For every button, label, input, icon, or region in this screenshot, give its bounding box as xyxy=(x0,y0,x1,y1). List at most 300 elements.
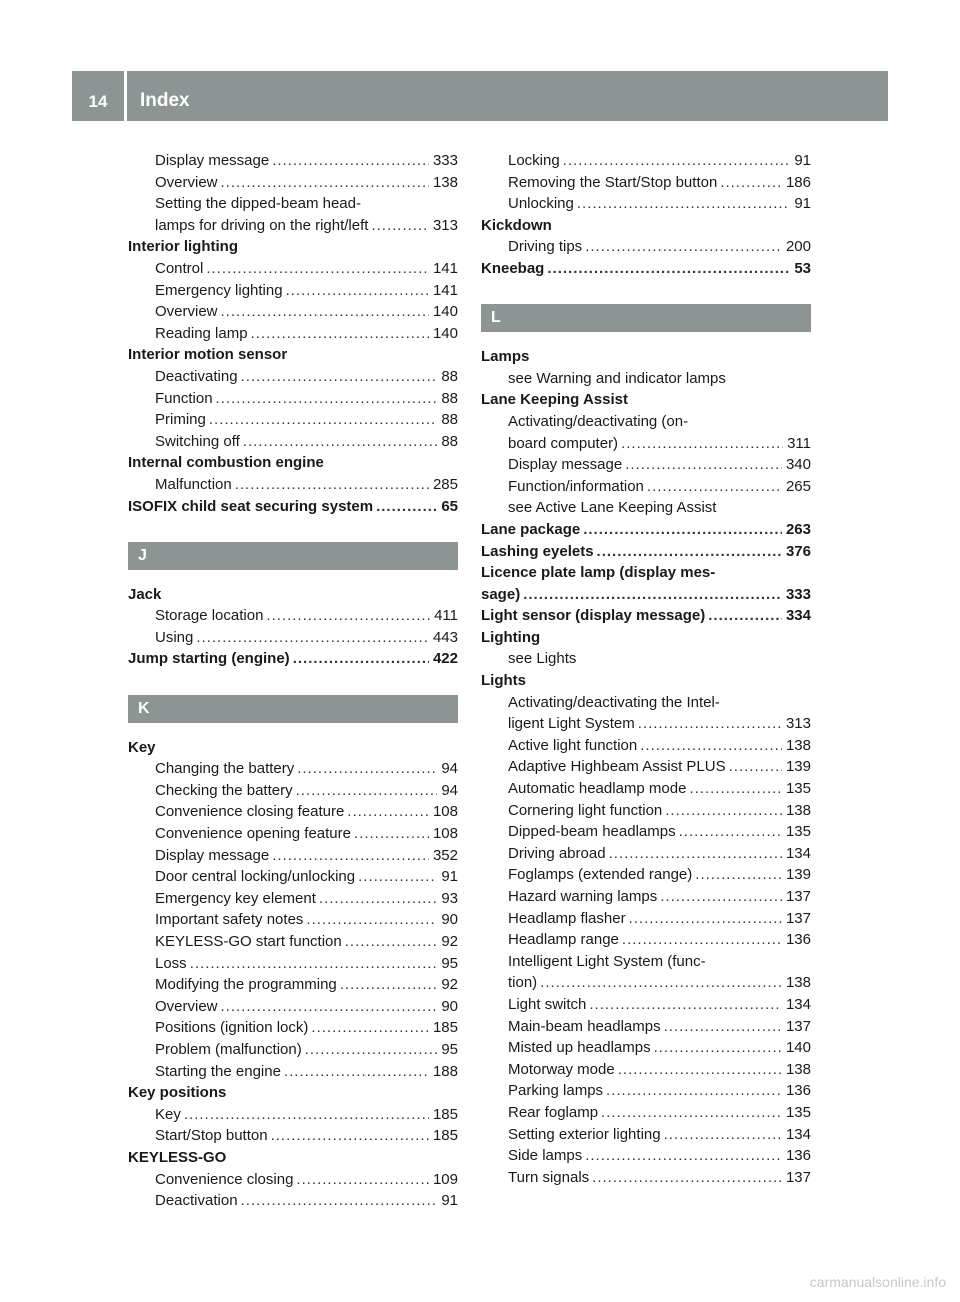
page-ref[interactable]: 352 xyxy=(432,846,458,864)
dot-leader xyxy=(266,605,430,627)
index-subentry[interactable] xyxy=(128,323,458,345)
entry-text: Driving abroad xyxy=(508,844,606,862)
index-subentry[interactable] xyxy=(128,215,458,237)
dot-leader xyxy=(664,1124,782,1146)
entry-text: Automatic headlamp mode xyxy=(508,780,687,798)
page-ref[interactable]: 188 xyxy=(432,1062,458,1080)
dot-leader xyxy=(708,605,782,627)
index-subentry[interactable] xyxy=(128,1125,458,1147)
dot-leader xyxy=(563,150,791,172)
page-ref[interactable]: 108 xyxy=(432,803,458,821)
index-subentry[interactable] xyxy=(128,1104,458,1126)
page-ref[interactable]: 140 xyxy=(432,303,458,321)
page-ref[interactable]: 333 xyxy=(785,585,811,603)
index-subentry xyxy=(481,497,811,519)
index-entry[interactable] xyxy=(481,605,811,627)
entry-text: Internal combustion engine xyxy=(128,454,324,472)
dot-leader xyxy=(583,519,782,541)
entry-text: Unlocking xyxy=(508,195,574,213)
entry-text: Lashing eyelets xyxy=(481,542,594,560)
page-ref[interactable]: 134 xyxy=(785,844,811,862)
entry-text: Turn signals xyxy=(508,1168,590,1186)
page-ref[interactable]: 139 xyxy=(785,758,811,776)
index-subentry[interactable] xyxy=(128,866,458,888)
index-subentry xyxy=(481,411,811,433)
entry-text: Jack xyxy=(128,585,162,603)
entry-text: Adaptive Highbeam Assist PLUS xyxy=(508,758,726,776)
entry-text: Starting the engine xyxy=(155,1062,281,1080)
index-subentry[interactable] xyxy=(481,1167,811,1189)
index-subentry[interactable] xyxy=(128,931,458,953)
page-ref[interactable]: 95 xyxy=(441,1040,458,1058)
page-ref[interactable]: 140 xyxy=(785,1039,811,1057)
dot-leader xyxy=(241,366,438,388)
index-entry xyxy=(128,344,458,366)
entry-text: Key xyxy=(128,738,156,756)
index-entry xyxy=(128,737,458,759)
dot-leader xyxy=(196,627,429,649)
page-ref[interactable]: 109 xyxy=(432,1170,458,1188)
page-ref[interactable]: 134 xyxy=(785,1125,811,1143)
entry-text: Malfunction xyxy=(155,475,232,493)
index-subentry[interactable] xyxy=(128,280,458,302)
index-subentry[interactable] xyxy=(128,1169,458,1191)
entry-text: Reading lamp xyxy=(155,324,248,342)
index-subentry[interactable] xyxy=(128,172,458,194)
index-entry xyxy=(128,1147,458,1169)
index-subentry[interactable] xyxy=(481,1016,811,1038)
entry-text: Priming xyxy=(155,411,206,429)
entry-text: Removing the Start/Stop button xyxy=(508,173,718,191)
index-subentry[interactable] xyxy=(481,800,811,822)
page-ref[interactable]: 185 xyxy=(432,1019,458,1037)
dot-leader xyxy=(284,1061,429,1083)
entry-text: Key positions xyxy=(128,1084,227,1102)
index-subentry[interactable] xyxy=(128,996,458,1018)
index-subentry[interactable] xyxy=(128,627,458,649)
dot-leader xyxy=(209,409,437,431)
page-ref[interactable]: 108 xyxy=(432,825,458,843)
page-ref[interactable]: 91 xyxy=(441,868,458,886)
index-subentry[interactable] xyxy=(481,994,811,1016)
dot-leader xyxy=(664,1016,782,1038)
page-ref[interactable]: 139 xyxy=(785,866,811,884)
index-subentry[interactable] xyxy=(481,778,811,800)
dot-leader xyxy=(221,301,429,323)
entry-text: ISOFIX child seat securing system xyxy=(128,497,374,515)
entry-text: Switching off xyxy=(155,432,240,450)
index-subentry[interactable] xyxy=(481,1145,811,1167)
entry-text: Lane package xyxy=(481,520,581,538)
dot-leader xyxy=(371,215,429,237)
page-ref[interactable]: 138 xyxy=(785,801,811,819)
index-subentry[interactable] xyxy=(128,605,458,627)
entry-text: Locking xyxy=(508,152,560,169)
entry-text: Light sensor (display message) xyxy=(481,607,706,625)
page-ref[interactable]: 135 xyxy=(785,1103,811,1121)
index-subentry[interactable] xyxy=(481,476,811,498)
section-title: Index xyxy=(140,90,190,111)
page-ref[interactable]: 263 xyxy=(785,520,811,538)
dot-leader xyxy=(689,778,782,800)
page-ref[interactable]: 137 xyxy=(785,888,811,905)
dot-leader xyxy=(221,996,438,1018)
dot-leader xyxy=(311,1017,429,1039)
spacer xyxy=(481,280,811,302)
page-ref[interactable]: 136 xyxy=(785,931,811,949)
page-ref[interactable]: 88 xyxy=(441,411,458,429)
dot-leader xyxy=(523,584,782,606)
entry-text: Interior motion sensor xyxy=(128,346,288,364)
dot-leader xyxy=(679,821,782,843)
page-ref[interactable]: 311 xyxy=(787,434,811,452)
index-entry[interactable] xyxy=(128,496,458,518)
dot-leader xyxy=(235,474,429,496)
dot-leader xyxy=(585,1145,782,1167)
entry-text: Headlamp flasher xyxy=(508,909,626,927)
index-subentry[interactable] xyxy=(481,735,811,757)
letter-heading: L xyxy=(481,304,811,332)
page-ref[interactable]: 88 xyxy=(441,367,458,385)
index-subentry[interactable] xyxy=(481,756,811,778)
index-subentry[interactable] xyxy=(481,193,811,215)
index-column-right xyxy=(481,150,811,1188)
index-entry xyxy=(481,670,811,692)
entry-text: see Active Lane Keeping Assist xyxy=(508,499,717,517)
page-ref[interactable]: 200 xyxy=(785,238,811,256)
index-subentry[interactable] xyxy=(128,758,458,780)
dot-leader xyxy=(625,454,782,476)
page-ref[interactable]: 443 xyxy=(432,628,458,646)
page-ref[interactable]: 186 xyxy=(785,173,811,191)
page-ref[interactable]: 135 xyxy=(785,780,811,798)
index-subentry[interactable] xyxy=(481,821,811,843)
dot-leader xyxy=(621,433,783,455)
dot-leader xyxy=(243,431,438,453)
letter-heading: K xyxy=(128,695,458,723)
index-subentry[interactable] xyxy=(481,843,811,865)
dot-leader xyxy=(296,1169,429,1191)
entry-text: Problem (malfunction) xyxy=(155,1040,302,1058)
index-subentry xyxy=(481,951,811,973)
entry-text: Door central locking/unlocking xyxy=(155,868,356,886)
index-subentry xyxy=(481,692,811,714)
page-ref[interactable]: 411 xyxy=(434,607,458,625)
page-ref[interactable]: 333 xyxy=(432,152,458,169)
dot-leader xyxy=(606,1080,782,1102)
dot-leader xyxy=(601,1102,782,1124)
entry-text: Intelligent Light System (func- xyxy=(508,952,706,970)
index-subentry[interactable] xyxy=(481,150,811,172)
entry-text: Changing the battery xyxy=(155,760,295,778)
entry-text: tion) xyxy=(508,974,538,992)
entry-text: Lighting xyxy=(481,628,541,646)
page-ref[interactable]: 136 xyxy=(785,1147,811,1165)
index-subentry[interactable] xyxy=(128,1190,458,1212)
dot-leader xyxy=(720,172,782,194)
page-ref[interactable]: 53 xyxy=(794,259,811,277)
page-ref[interactable]: 185 xyxy=(432,1127,458,1145)
dot-leader xyxy=(184,1104,429,1126)
index-subentry[interactable] xyxy=(481,886,811,908)
index-subentry[interactable] xyxy=(481,972,811,994)
index-subentry[interactable] xyxy=(481,1080,811,1102)
page-ref[interactable]: 137 xyxy=(785,909,811,927)
entry-text: Lamps xyxy=(481,348,530,366)
entry-text: Modifying the programming xyxy=(155,976,337,994)
page-ref[interactable]: 135 xyxy=(785,823,811,841)
dot-leader xyxy=(345,931,438,953)
page-ref[interactable]: 422 xyxy=(432,650,458,668)
entry-text: Main-beam headlamps xyxy=(508,1017,661,1035)
index-subentry[interactable] xyxy=(481,713,811,735)
dot-leader xyxy=(665,800,782,822)
dot-leader xyxy=(592,1167,782,1189)
entry-text: KEYLESS-GO xyxy=(128,1148,227,1166)
dot-leader xyxy=(358,866,437,888)
page-ref[interactable]: 138 xyxy=(785,736,811,754)
index-subentry[interactable] xyxy=(128,801,458,823)
entry-text: see Lights xyxy=(508,650,577,668)
dot-leader xyxy=(640,735,782,757)
entry-text: Display message xyxy=(155,846,270,864)
page-ref[interactable]: 376 xyxy=(785,542,811,560)
index-subentry[interactable] xyxy=(481,236,811,258)
dot-leader xyxy=(251,323,429,345)
dot-leader xyxy=(272,150,429,172)
dot-leader xyxy=(319,888,437,910)
page-ref[interactable]: 285 xyxy=(432,475,458,493)
entry-text: Hazard warning lamps xyxy=(508,888,658,905)
index-subentry[interactable] xyxy=(128,301,458,323)
index-subentry[interactable] xyxy=(128,909,458,931)
dot-leader xyxy=(597,541,782,563)
entry-text: Activating/deactivating the Intel- xyxy=(508,693,720,711)
index-subentry[interactable] xyxy=(128,150,458,172)
index-subentry[interactable] xyxy=(128,1017,458,1039)
entry-text: Active light function xyxy=(508,736,638,754)
index-subentry[interactable] xyxy=(128,780,458,802)
index-subentry[interactable] xyxy=(481,1102,811,1124)
dot-leader xyxy=(354,823,429,845)
entry-text: board computer) xyxy=(508,434,619,452)
entry-text: Convenience closing xyxy=(155,1170,294,1188)
page-ref[interactable]: 140 xyxy=(432,324,458,342)
index-subentry[interactable] xyxy=(128,474,458,496)
dot-leader xyxy=(286,280,429,302)
page-ref[interactable]: 134 xyxy=(785,995,811,1013)
entry-text: Control xyxy=(155,259,204,277)
page-ref[interactable]: 137 xyxy=(785,1017,811,1035)
index-subentry[interactable] xyxy=(128,366,458,388)
entry-text: Using xyxy=(155,628,194,646)
dot-leader xyxy=(577,193,790,215)
entry-text: Activating/deactivating (on- xyxy=(508,412,689,430)
entry-text: ligent Light System xyxy=(508,715,635,733)
index-subentry[interactable] xyxy=(481,908,811,930)
index-column-left xyxy=(128,150,458,1212)
entry-text: Key xyxy=(155,1105,181,1123)
page-ref[interactable]: 91 xyxy=(794,152,811,169)
index-subentry xyxy=(128,193,458,215)
page-ref[interactable]: 141 xyxy=(432,259,458,277)
entry-text: Light switch xyxy=(508,995,587,1013)
page-ref[interactable]: 92 xyxy=(441,976,458,994)
page-ref[interactable]: 136 xyxy=(785,1082,811,1100)
entry-text: Lane Keeping Assist xyxy=(481,391,628,409)
dot-leader xyxy=(296,780,438,802)
entry-text: Start/Stop button xyxy=(155,1127,268,1145)
dot-leader xyxy=(190,953,438,975)
index-subentry[interactable] xyxy=(128,258,458,280)
index-entry[interactable] xyxy=(481,258,811,280)
entry-text: Positions (ignition lock) xyxy=(155,1019,309,1037)
index-subentry[interactable] xyxy=(481,454,811,476)
index-subentry xyxy=(481,648,811,670)
index-subentry[interactable] xyxy=(128,845,458,867)
page-ref[interactable]: 265 xyxy=(785,477,811,495)
page-ref[interactable]: 65 xyxy=(441,497,458,515)
index-subentry[interactable] xyxy=(128,888,458,910)
page-ref[interactable]: 137 xyxy=(785,1168,811,1186)
entry-text: Rear foglamp xyxy=(508,1103,599,1121)
index-subentry[interactable] xyxy=(481,433,811,455)
page-ref[interactable]: 91 xyxy=(794,195,811,213)
dot-leader xyxy=(241,1190,438,1212)
dot-leader xyxy=(660,886,782,908)
entry-text: Overview xyxy=(155,303,218,321)
page-ref[interactable]: 91 xyxy=(441,1192,458,1210)
index-subentry[interactable] xyxy=(128,1061,458,1083)
index-entry[interactable] xyxy=(481,519,811,541)
index-entry xyxy=(481,346,811,368)
index-entry xyxy=(481,627,811,649)
index-subentry[interactable] xyxy=(128,823,458,845)
entry-text: Setting the dipped-beam head- xyxy=(155,195,361,213)
entry-text: Headlamp range xyxy=(508,931,619,949)
index-subentry[interactable] xyxy=(481,172,811,194)
entry-text: Overview xyxy=(155,173,218,191)
entry-text: Loss xyxy=(155,954,187,972)
index-entry[interactable] xyxy=(481,584,811,606)
entry-text: Motorway mode xyxy=(508,1060,615,1078)
dot-leader xyxy=(347,801,429,823)
page-ref[interactable]: 334 xyxy=(785,607,811,625)
dot-leader xyxy=(589,994,782,1016)
page-ref[interactable]: 92 xyxy=(441,933,458,950)
index-subentry[interactable] xyxy=(128,431,458,453)
page-ref[interactable]: 185 xyxy=(432,1105,458,1123)
page-ref[interactable]: 138 xyxy=(432,173,458,191)
page-ref[interactable]: 88 xyxy=(441,432,458,450)
page-ref[interactable]: 94 xyxy=(441,781,458,799)
entry-text: Driving tips xyxy=(508,238,583,256)
spacer xyxy=(128,670,458,692)
index-subentry[interactable] xyxy=(481,1059,811,1081)
entry-text: Important safety notes xyxy=(155,911,304,929)
dot-leader xyxy=(540,972,782,994)
index-entry xyxy=(128,584,458,606)
entry-text: Misted up headlamps xyxy=(508,1039,651,1057)
index-entry xyxy=(128,236,458,258)
entry-text: Dipped-beam headlamps xyxy=(508,823,676,841)
index-entry[interactable] xyxy=(481,541,811,563)
entry-text: Kickdown xyxy=(481,216,552,234)
watermark: carmanualsonline.info xyxy=(809,1274,946,1290)
index-entry xyxy=(128,1082,458,1104)
dot-leader xyxy=(305,1039,438,1061)
letter-heading: J xyxy=(128,542,458,570)
entry-text: Kneebag xyxy=(481,259,545,277)
page-ref[interactable]: 340 xyxy=(785,456,811,474)
entry-text: see Warning and indicator lamps xyxy=(508,369,726,387)
page-number: 14 xyxy=(88,92,108,111)
dot-leader xyxy=(216,388,438,410)
index-subentry[interactable] xyxy=(481,864,811,886)
page-ref[interactable]: 138 xyxy=(785,1060,811,1078)
dot-leader xyxy=(221,172,429,194)
page-ref[interactable]: 141 xyxy=(432,281,458,299)
index-entry xyxy=(128,452,458,474)
index-subentry[interactable] xyxy=(481,929,811,951)
dot-leader xyxy=(206,258,429,280)
dot-leader xyxy=(609,843,782,865)
page-ref[interactable]: 88 xyxy=(441,389,458,407)
index-subentry[interactable] xyxy=(128,409,458,431)
entry-text: Convenience closing feature xyxy=(155,803,345,821)
entry-text: Display message xyxy=(155,152,270,169)
page-ref[interactable]: 93 xyxy=(441,889,458,907)
index-subentry[interactable] xyxy=(128,974,458,996)
index-entry xyxy=(481,215,811,237)
index-entry xyxy=(481,562,811,584)
index-subentry[interactable] xyxy=(481,1037,811,1059)
index-subentry[interactable] xyxy=(128,1039,458,1061)
dot-leader xyxy=(654,1037,782,1059)
dot-leader xyxy=(547,258,790,280)
entry-text: sage) xyxy=(481,585,521,603)
dot-leader xyxy=(585,236,782,258)
page-ref[interactable]: 138 xyxy=(785,974,811,992)
index-subentry[interactable] xyxy=(128,388,458,410)
entry-text: Storage location xyxy=(155,607,264,625)
page-ref[interactable]: 95 xyxy=(441,954,458,972)
page-ref[interactable]: 313 xyxy=(785,715,811,733)
entry-text: Lights xyxy=(481,672,526,690)
index-entry[interactable] xyxy=(128,648,458,670)
dot-leader xyxy=(622,929,782,951)
entry-text: Foglamps (extended range) xyxy=(508,866,693,884)
entry-text: Convenience opening feature xyxy=(155,825,351,843)
entry-text: lamps for driving on the right/left xyxy=(155,216,369,234)
entry-text: KEYLESS-GO start function xyxy=(155,933,342,950)
entry-text: Jump starting (engine) xyxy=(128,650,290,668)
dot-leader xyxy=(271,1125,429,1147)
index-subentry xyxy=(481,368,811,390)
index-subentry[interactable] xyxy=(481,1124,811,1146)
page-ref[interactable]: 90 xyxy=(441,911,458,929)
index-subentry[interactable] xyxy=(128,953,458,975)
dot-leader xyxy=(695,864,782,886)
dot-leader xyxy=(293,648,429,670)
page-ref[interactable]: 94 xyxy=(441,760,458,778)
page-ref[interactable]: 90 xyxy=(441,997,458,1015)
dot-leader xyxy=(306,909,437,931)
entry-text: Emergency key element xyxy=(155,889,316,907)
dot-leader xyxy=(638,713,782,735)
page-ref[interactable]: 313 xyxy=(432,216,458,234)
index-entry xyxy=(481,389,811,411)
